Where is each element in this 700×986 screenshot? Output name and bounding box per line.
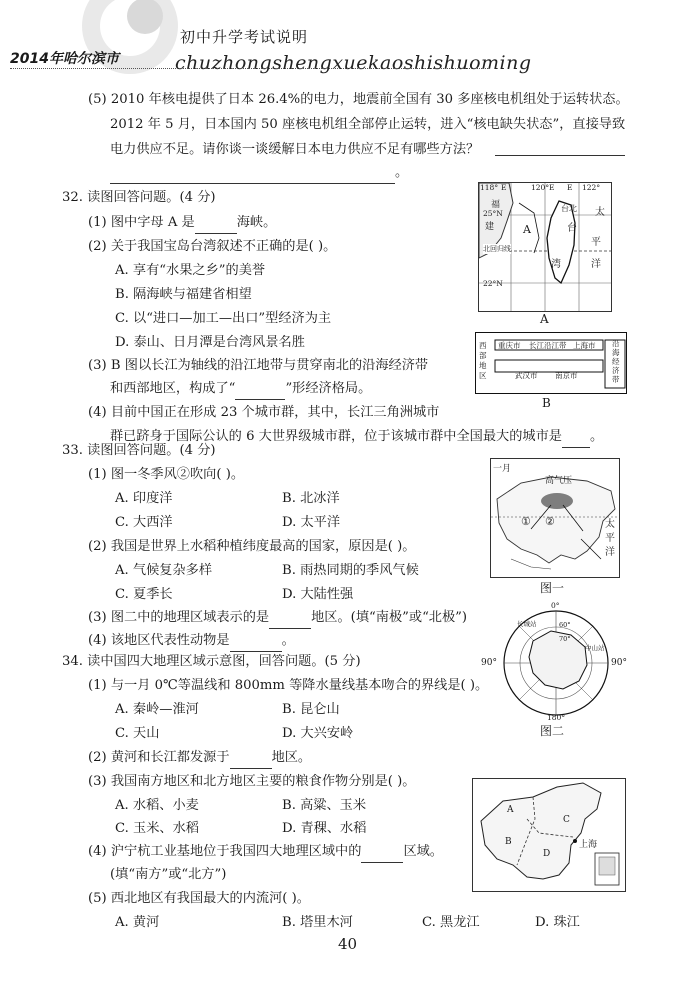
q34-s1-option-c: C. 天山 [115,726,160,741]
fig1-ocean-tai: 太 [605,519,615,530]
q34-s2: (2) 黄河和长江都发源于 地区。 [88,747,311,769]
q33-figure-1 [490,458,620,578]
q33-s2-option-c: C. 夏季长 [115,587,173,602]
china-map-region-c: C [563,815,570,825]
map-a-ocean-tai: 太 [595,207,605,218]
map-b-wuhan: 武汉市 [515,371,538,380]
map-a-letter-a: A [523,223,531,236]
map-b-coast-5: 带 [612,375,620,384]
antarctic-projection-graphic [497,601,615,719]
q33-s3-blank[interactable] [269,628,311,629]
q31-5-line1: (5) 2010 年核电提供了日本 26.4%的电力，地震前全国有 30 多座核电机组处于运转状态。 [88,92,629,107]
q31-5-line3: 电力供应不足。请你谈一谈缓解日本电力供应不足有哪些方法？ [110,142,480,157]
q32-s4-blank[interactable] [562,447,590,448]
q34-s4: (4) 沪宁杭工业基地位于我国四大地理区域中的 区域。 [88,841,443,863]
q32-s1-blank[interactable] [195,233,237,234]
q34-china-regions-map [472,778,626,892]
q32-title: 32. 读图回答问题。(4 分) [62,190,216,205]
map-a-e1: E [501,183,507,192]
header-title: 初中升学考试说明 [180,28,309,46]
q34-s5: (5) 西北地区有我国最大的内流河( )。 [88,891,310,906]
q34-s3-option-b: B. 高粱、玉米 [282,798,367,813]
fig2-label-0deg: 0° [551,601,560,610]
q33-figure-2 [481,601,627,722]
q32-s4-line1: (4) 目前中国正在形成 23 个城市群，其中，长江三角洲城市 [88,405,440,420]
q32-s4-line2: 群已跻身于国际公认的 6 大世界级城市群，位于该城市群中全国最大的城市是 。 [110,426,603,448]
q33-s1-option-a: A. 印度洋 [115,491,173,506]
q34-s5-option-d: D. 珠江 [535,915,580,930]
q32-s2-option-c: C. 以“进口—加工—出口”型经济为主 [115,311,332,326]
map-b-yangtze-belt: 长江沿江带 [529,341,567,350]
fig2-label-70: 70° [559,635,571,643]
china-map-region-b: B [505,837,512,847]
q34-s3-option-c: C. 玉米、水稻 [115,821,199,836]
map-b-coast-2: 海 [612,348,620,357]
map-a-wan: 湾 [551,259,561,270]
q32-s3-blank[interactable] [235,399,285,400]
fig1-high-pressure-label: 高气压 [545,476,573,486]
map-a-tropic-label: 北回归线 [483,245,511,253]
map-a-taibei: 台北 [561,204,577,213]
q33-s1-option-d: D. 太平洋 [282,515,341,530]
q33-figure-1-caption: 图一 [540,581,565,595]
q33-s3: (3) 图二中的地理区域表示的是 地区。(填“南极”或“北极”) [88,607,467,629]
q34-s3-option-d: D. 青稞、水稻 [282,821,367,836]
map-a-e3: E [567,183,573,192]
q31-5-answer-line2[interactable] [110,183,395,184]
page-number: 40 [338,935,358,953]
fig2-label-60: 60° [559,621,571,629]
map-a-lat-25: 25°N [483,209,503,218]
china-map-shanghai: 上海 [579,840,598,850]
q34-s4-line2: (填“南方”或“北方”) [110,867,227,882]
q31-5-line2: 2012 年 5 月，日本国内 50 座核电机组全部停止运转，进入“核电缺失状态”，直接导致 [110,117,626,132]
q31-5-line4: 。 [110,162,408,184]
q34-s4-blank[interactable] [361,862,403,863]
map-b-nanjing: 南京市 [555,371,578,380]
q34-s5-option-c: C. 黑龙江 [422,915,480,930]
q33-s2: (2) 我国是世界上水稻种植纬度最高的国家，原因是( )。 [88,539,416,554]
q32-s2-option-b: B. 隔海峡与福建省相望 [115,287,252,302]
q34-s1: (1) 与一月 0℃等温线和 800mm 等降水量线基本吻合的界线是( )。 [88,678,489,693]
map-b-chongqing: 重庆市 [498,341,521,350]
map-b-west-4: 区 [479,371,487,380]
q33-figure-2-caption: 图二 [540,724,565,738]
q33-s2-option-d: D. 大陆性强 [282,587,354,602]
map-a-lon-120: 120° [531,183,550,192]
q32-s3-line1: (3) B 图以长江为轴线的沿江地带与贯穿南北的沿海经济带 [88,358,429,373]
map-a-ocean-ping: 平 [591,237,601,248]
map-b-west-1: 西 [479,341,487,350]
q31-5-answer-line1[interactable] [495,155,625,156]
q33-s4: (4) 该地区代表性动物是 。 [88,630,295,652]
q32-s3-line2: 和西部地区，构成了“ ”形经济格局。 [110,378,371,400]
map-b-west-2: 部 [479,351,487,360]
fig2-station-zhongshan: 中山站 [585,644,605,652]
fig1-month-label: 一月 [493,464,512,474]
q33-s2-option-a: A. 气候复杂多样 [115,563,213,578]
map-b-shanghai: 上海市 [573,341,596,350]
map-b-west-3: 地 [479,361,487,370]
map-a-lon-118: 118° [480,183,499,192]
q33-s1-option-c: C. 大西洋 [115,515,173,530]
map-a-lon-122: 122° [582,183,601,192]
q33-s1-option-b: B. 北冰洋 [282,491,340,506]
map-a-e2: E [549,183,555,192]
fig2-label-90deg-left: 90° [481,658,497,668]
map-a-lat-22: 22°N [483,279,503,288]
q32-map-b [475,332,627,394]
q34-s5-option-b: B. 塔里木河 [282,915,353,930]
fig2-station-changcheng: 长城站 [517,620,537,628]
q34-s1-option-a: A. 秦岭—淮河 [115,702,199,717]
map-a-tai: 台 [567,223,577,234]
header-divider [10,68,490,69]
q32-s2: (2) 关于我国宝岛台湾叙述不正确的是( )。 [88,239,337,254]
china-map-region-d: D [543,849,551,859]
q34-s3: (3) 我国南方地区和北方地区主要的粮食作物分别是( )。 [88,774,416,789]
q34-s1-option-b: B. 昆仑山 [282,702,340,717]
q32-map-b-caption: B [542,396,551,410]
q32-s2-option-a: A. 享有“水果之乡”的美誉 [115,263,266,278]
map-a-ocean-yang: 洋 [591,259,601,270]
china-regions-graphic [473,779,625,891]
q32-s2-option-d: D. 泰山、日月潭是台湾风景名胜 [115,335,305,350]
q33-s1: (1) 图一冬季风②吹向( )。 [88,467,245,482]
header-year-city: 2014年哈尔滨市 [10,51,119,67]
q32-s1: (1) 图中字母 A 是 海峡。 [88,212,276,234]
map-a-jian: 建 [485,222,495,232]
q34-title: 34. 读中国四大地理区域示意图，回答问题。(5 分) [62,654,361,669]
fig2-label-180deg: 180° [547,713,566,722]
map-b-coast-1: 沿 [612,339,620,348]
map-b-coast-3: 经 [612,357,620,366]
china-map-region-a: A [507,805,514,815]
q34-s2-blank[interactable] [230,768,272,769]
fig2-label-90deg-right: 90° [611,658,627,668]
q34-s3-option-a: A. 水稻、小麦 [115,798,199,813]
fig1-marker-2: ② [545,515,555,528]
q32-map-a [478,182,612,312]
map-a-fu: 福 [491,200,501,210]
header-pinyin: chuzhongshengxuekaoshishuoming [175,52,532,74]
fig1-marker-1: ① [521,515,531,528]
q33-title: 33. 读图回答问题。(4 分) [62,443,216,458]
q32-map-a-caption: A [540,312,549,326]
map-b-coast-4: 济 [612,366,620,375]
q33-s2-option-b: B. 雨热同期的季风气候 [282,563,419,578]
fig1-ocean-ping: 平 [605,533,615,544]
q34-s5-option-a: A. 黄河 [115,915,160,930]
q34-s1-option-d: D. 大兴安岭 [282,726,354,741]
fig1-ocean-yang: 洋 [605,547,615,558]
